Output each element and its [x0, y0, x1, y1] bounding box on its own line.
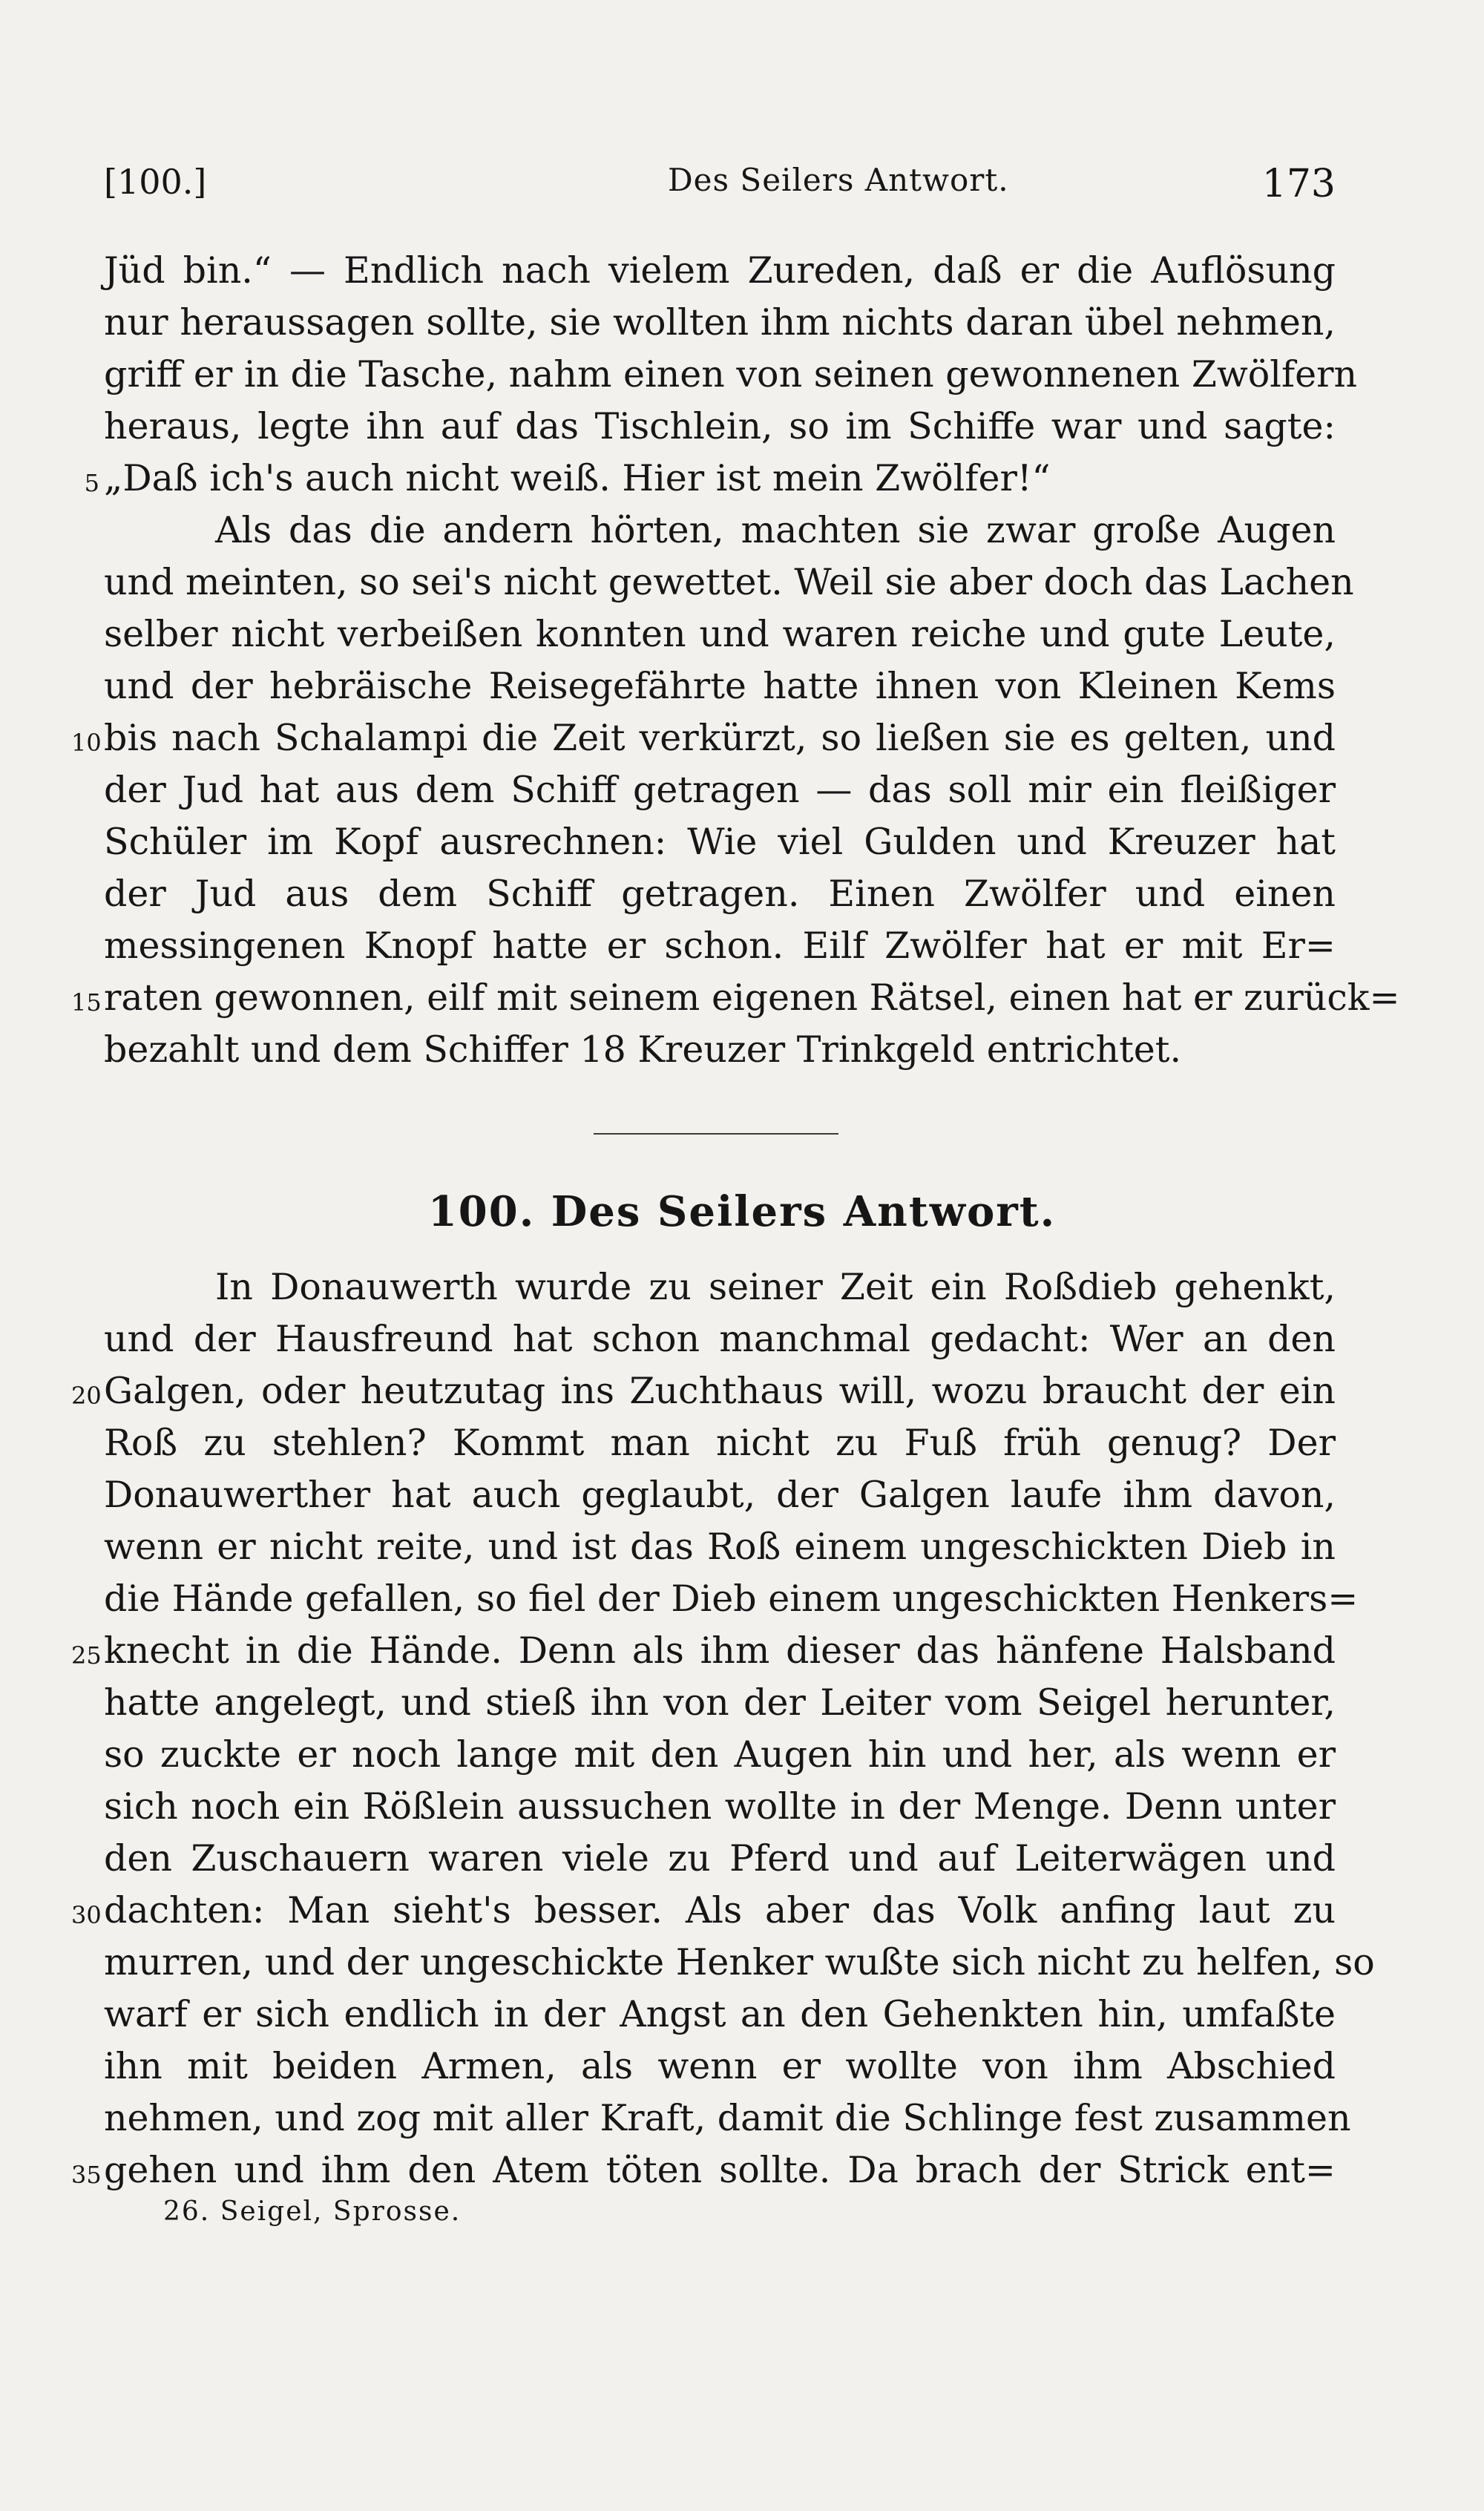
text-line: und meinten, so sei's nicht gewettet. Weil sie aber doch das Lachen [104, 561, 1354, 603]
footnote: 26. Seigel, Sprosse. [163, 2196, 462, 2227]
text-line: Roß zu stehlen? Kommt man nicht zu Fuß früh genug? Der [104, 1422, 1336, 1464]
running-header [104, 162, 1336, 214]
text-line: murren, und der ungeschickte Henker wußte sich nicht zu helfen, so [104, 1941, 1375, 1983]
text-line: 35 gehen und ihm den Atem töten sollte. Da brach der Strick ent= [71, 2149, 1336, 2191]
text-line: Jüd bin.“ — Endlich nach vielem Zureden, daß er die Auflösung [104, 249, 1336, 292]
text-line: warf er sich endlich in der Angst an den Gehenkten hin, umfaßte [104, 1993, 1336, 2035]
text-line: bezahlt und dem Schiffer 18 Kreuzer Trinkgeld entrichtet. [104, 1028, 1182, 1071]
text-line: Als das die andern hörten, machten sie zwar große Augen [215, 509, 1336, 551]
text-line: und der hebräische Reisegefährte hatte ihnen von Kleinen Kems [104, 665, 1336, 707]
text-line: Schüler im Kopf ausrechnen: Wie viel Gulden und Kreuzer hat [104, 821, 1336, 863]
text-line: heraus, legte ihn auf das Tischlein, so im Schiffe war und sagte: [104, 405, 1336, 447]
text-line: 30 dachten: Man sieht's besser. Als aber das Volk anfing laut zu [71, 1889, 1336, 1931]
section-title: 100. Des Seilers Antwort. [427, 1187, 1057, 1236]
text-line: selber nicht verbeißen konnten und waren reiche und gute Leute, [104, 613, 1336, 655]
text-line: nehmen, und zog mit aller Kraft, damit die Schlinge fest zusammen [104, 2097, 1351, 2139]
text-line: ihn mit beiden Armen, als wenn er wollte von ihm Abschied [104, 2045, 1336, 2087]
text-line: Donauwerther hat auch geglaubt, der Galgen laufe ihm davon, [104, 1474, 1336, 1516]
text-line: 5 „Daß ich's auch nicht weiß. Hier ist mein Zwölfer!“ [84, 457, 1051, 499]
text-line: sich noch ein Rößlein aussuchen wollte in der Menge. Denn unter [104, 1785, 1336, 1828]
text-line: der Jud hat aus dem Schiff getragen — das soll mir ein fleißiger [104, 769, 1336, 811]
text-line: 10 bis nach Schalampi die Zeit verkürzt, so ließen sie es gelten, und [71, 717, 1336, 759]
text-line: wenn er nicht reite, und ist das Roß einem ungeschickten Dieb in [104, 1526, 1336, 1568]
text-line: den Zuschauern waren viele zu Pferd und auf Leiterwägen und [104, 1837, 1336, 1880]
section-reference: [100.] [104, 162, 207, 202]
text-line: 20 Galgen, oder heutzutag ins Zuchthaus will, wozu braucht der ein [71, 1370, 1336, 1412]
text-line: 25 knecht in die Hände. Denn als ihm dieser das hänfene Halsband [71, 1629, 1336, 1672]
text-line: so zuckte er noch lange mit den Augen hin und her, als wenn er [104, 1733, 1336, 1776]
text-line: und der Hausfreund hat schon manchmal gedacht: Wer an den [104, 1318, 1336, 1360]
text-line: messingenen Knopf hatte er schon. Eilf Zwölfer hat er mit Er= [104, 925, 1336, 967]
running-title: Des Seilers Antwort. [668, 162, 1009, 198]
text-line: 15 raten gewonnen, eilf mit seinem eigenen Rätsel, einen hat er zurück= [71, 976, 1400, 1019]
text-line: die Hände gefallen, so fiel der Dieb einem ungeschickten Henkers= [104, 1578, 1359, 1620]
text-line: griff er in die Tasche, nahm einen von seinen gewonnenen Zwölfern [104, 353, 1358, 395]
page-number: 173 [1261, 162, 1336, 206]
text-line: nur heraussagen sollte, sie wollten ihm nichts daran übel nehmen, [104, 301, 1336, 344]
text-line: In Donauwerth wurde zu seiner Zeit ein Roßdieb gehenkt, [215, 1266, 1336, 1308]
text-line: der Jud aus dem Schiff getragen. Einen Zwölfer und einen [104, 873, 1336, 915]
section-divider [594, 1133, 838, 1135]
text-line: hatte angelegt, und stieß ihn von der Leiter vom Seigel herunter, [104, 1681, 1336, 1724]
